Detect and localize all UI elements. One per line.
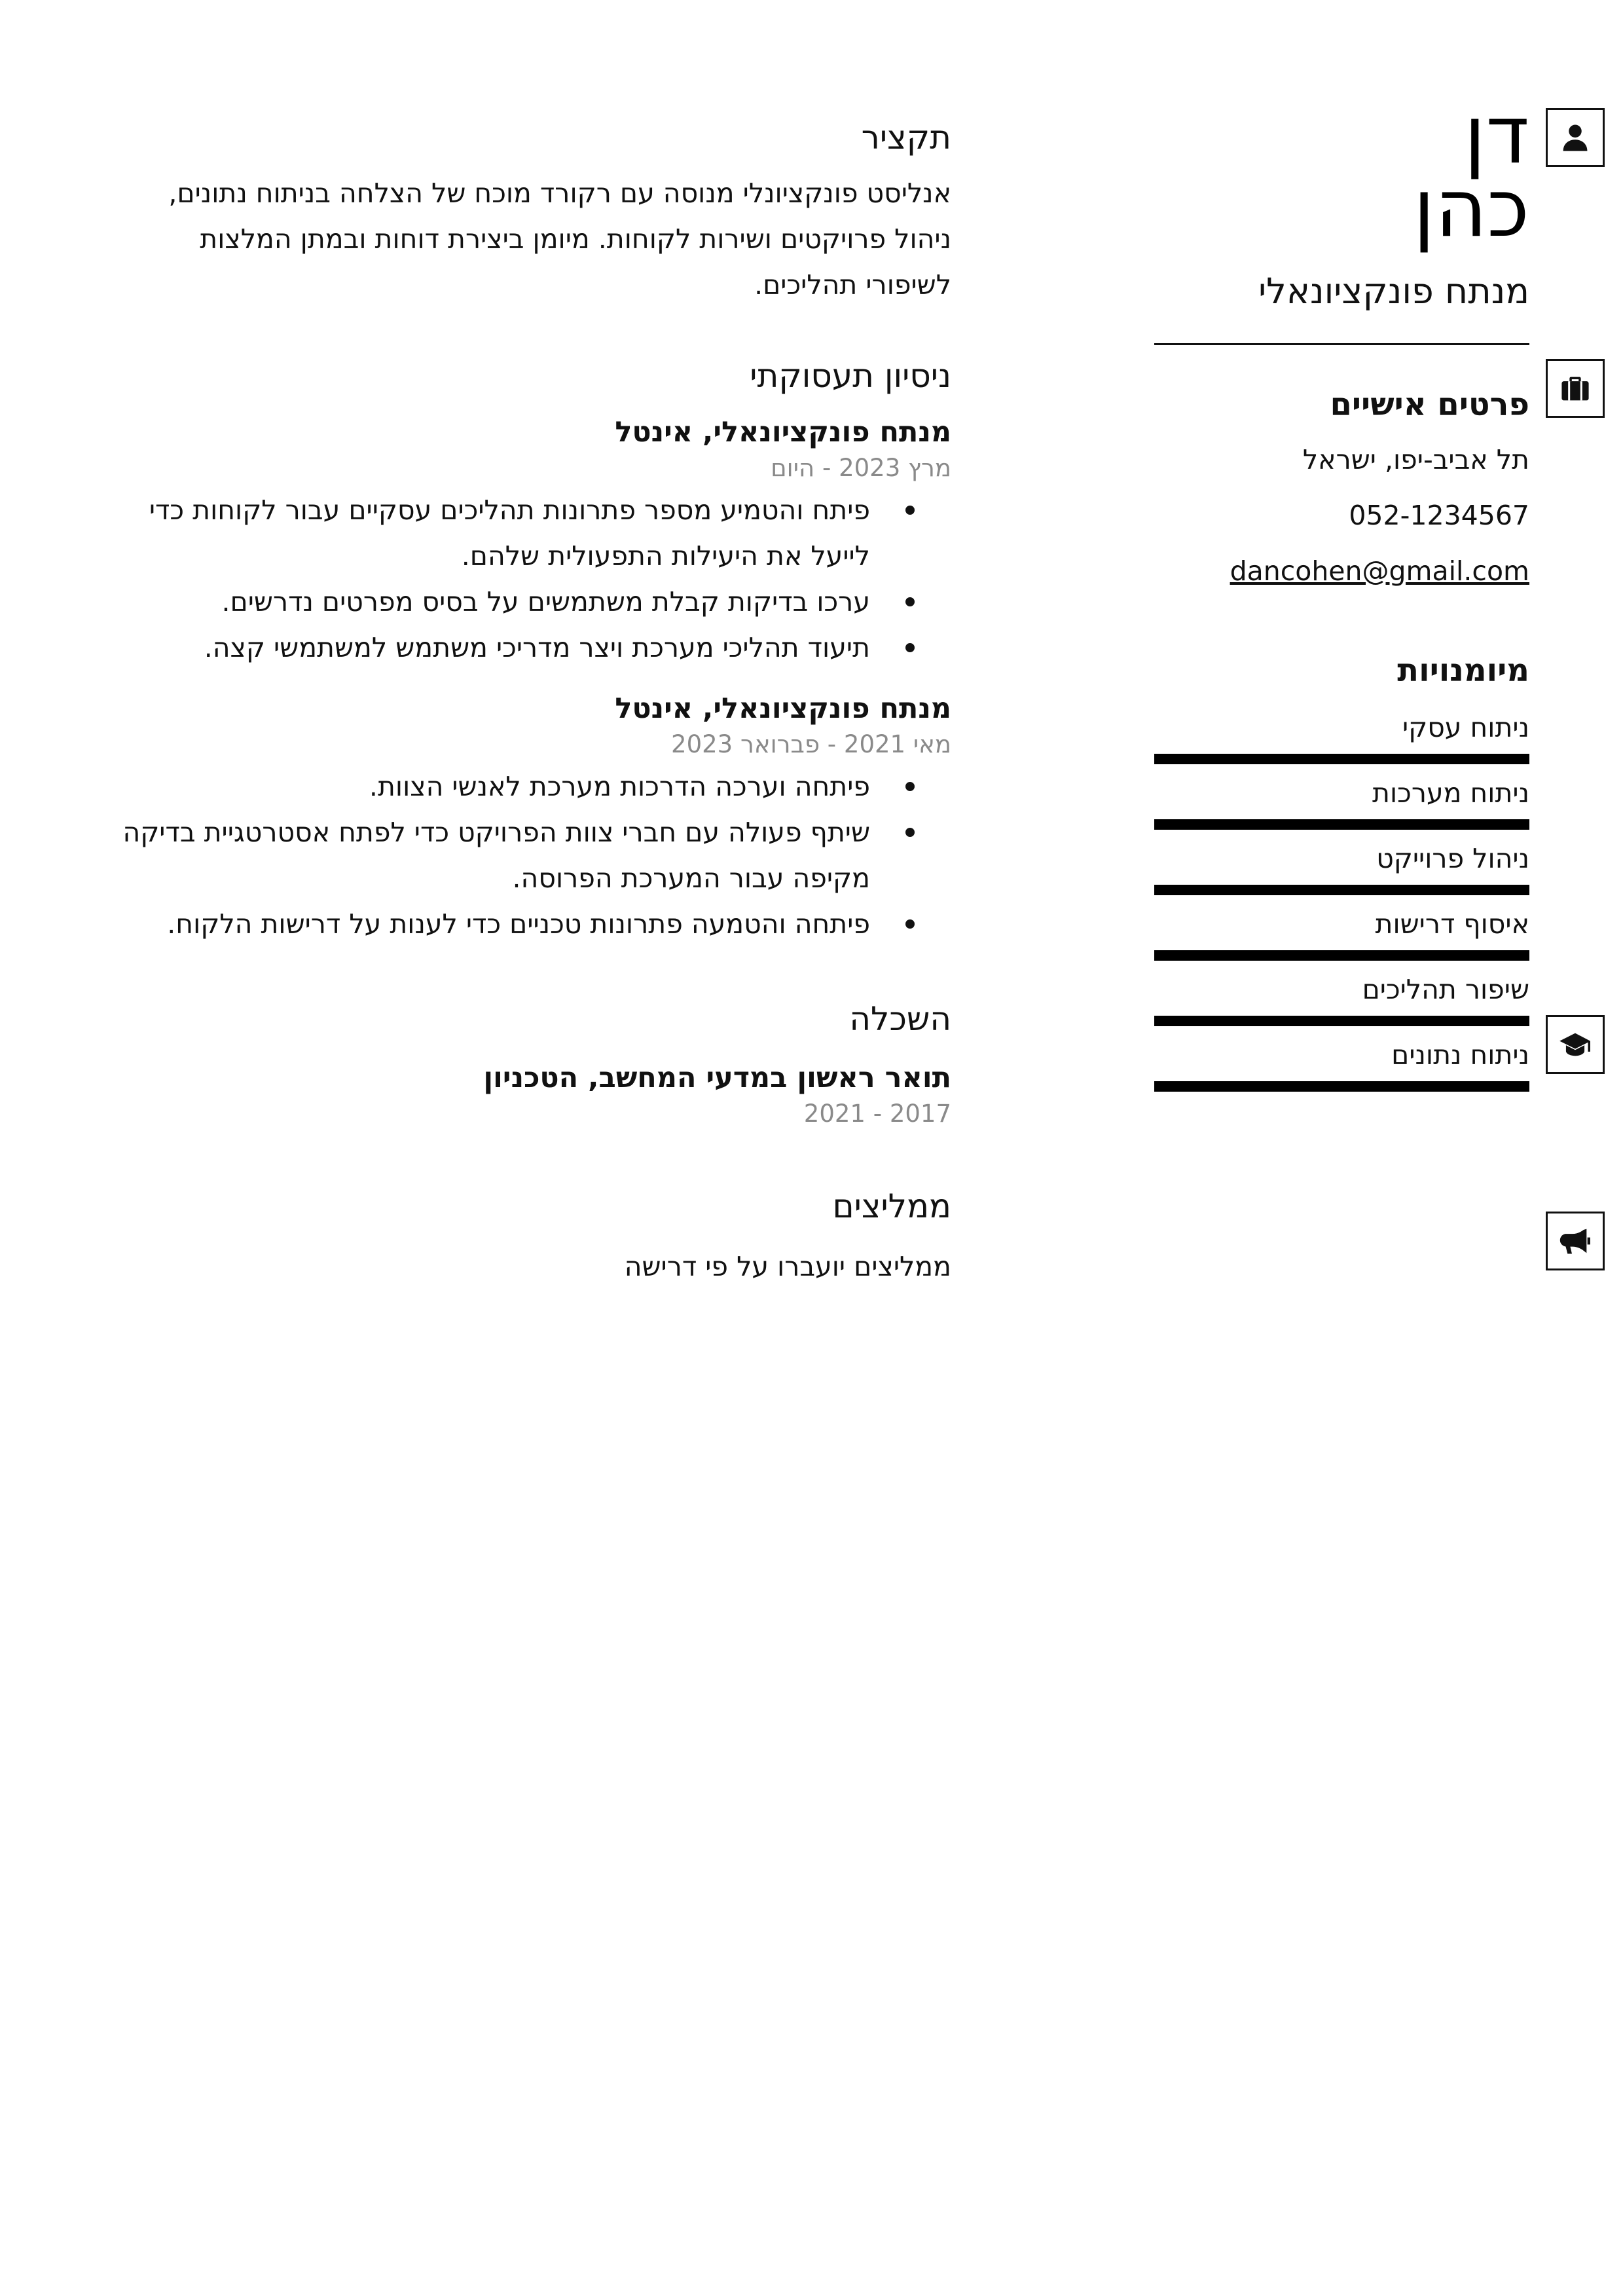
experience-section — [107, 355, 951, 947]
education-dates: 2017 - 2021 — [803, 1100, 951, 1128]
skill-level-bar — [1154, 1081, 1529, 1092]
education-section — [107, 998, 951, 1130]
job-bullets — [107, 764, 951, 947]
references-text: ממליצים יועברו על פי דרישה — [624, 1251, 951, 1282]
skill-item — [1154, 708, 1529, 764]
email-link[interactable]: dancohen@gmail.com — [1230, 555, 1529, 587]
job-dates: מרץ 2023 - היום — [771, 454, 951, 482]
skills-title: מיומנויות — [1397, 652, 1529, 689]
personal-details — [1154, 384, 1529, 589]
summary-title: תקציר — [861, 119, 951, 157]
job-entry — [107, 689, 951, 947]
job-bullet: פיתח והטמיע מספר פתרונות תהליכים עסקיים עבור לקוחות כדי לייעל את היעילות התפעולית שלהם. — [107, 487, 870, 579]
skills-section — [1154, 650, 1529, 1092]
skill-level-fill — [1154, 819, 1529, 830]
experience-title: ניסיון תעסוקתי — [750, 357, 951, 395]
job-bullet: ערכו בדיקות קבלת משתמשים על בסיס מפרטים נדרשים. — [107, 579, 870, 625]
job-title: מנתח פונקציונאלי — [1258, 270, 1529, 312]
education-title: השכלה — [849, 1000, 951, 1038]
job-heading: מנתח פונקציונאלי, אינטל — [615, 416, 951, 449]
skill-level-bar — [1154, 1016, 1529, 1026]
skill-item — [1154, 1035, 1529, 1092]
education-heading: תואר ראשון במדעי המחשב, הטכניון — [483, 1062, 951, 1094]
references-section — [107, 1185, 951, 1286]
personal-details-title: פרטים אישיים — [1330, 386, 1529, 423]
skill-level-fill — [1154, 754, 1529, 764]
skill-label: ניהול פרוייקט — [1376, 843, 1529, 874]
job-bullet: שיתף פעולה עם חברי צוות הפרויקט כדי לפתח אסטרטגיית בדיקה מקיפה עבור המערכת הפרוסה. — [107, 809, 870, 901]
sidebar-divider — [1154, 343, 1529, 345]
references-title: ממליצים — [832, 1187, 951, 1225]
last-name: כהן — [1413, 162, 1529, 255]
job-entry — [107, 413, 951, 671]
skill-label: ניתוח נתונים — [1391, 1039, 1529, 1071]
briefcase-icon — [1546, 359, 1605, 418]
skill-label: ניתוח מערכות — [1372, 777, 1529, 809]
summary-section — [107, 117, 951, 308]
job-bullet: פיתחה והטמעה פתרונות טכניים כדי לענות על דרישות הלקוח. — [107, 901, 870, 947]
skill-level-fill — [1154, 1081, 1529, 1092]
job-dates: מאי 2021 - פברואר 2023 — [671, 730, 951, 758]
sidebar — [1154, 88, 1529, 1092]
skill-label: שיפור תהליכים — [1362, 974, 1529, 1005]
skill-level-fill — [1154, 1016, 1529, 1026]
phone: 052-1234567 — [1349, 500, 1529, 531]
job-heading: מנתח פונקציונאלי, אינטל — [615, 692, 951, 725]
job-bullet: פיתחה וערכה הדרכות מערכת לאנשי הצוות. — [107, 764, 870, 809]
skill-level-fill — [1154, 885, 1529, 895]
skill-item — [1154, 970, 1529, 1026]
location: תל אביב-יפו, ישראל — [1302, 444, 1529, 475]
first-name: דן — [1464, 88, 1529, 181]
summary-text: אנליסט פונקציונלי מנוסה עם רקורד מוכח של הצלחה בניתוח נתונים, ניהול פרויקטים ושירות לקוחות. מיומן ביצירת דוחות ובמתן המלצות לשיפורי תהליכים. — [168, 177, 951, 301]
skill-label: איסוף דרישות — [1375, 908, 1529, 940]
job-bullet: תיעוד תהליכי מערכת ויצר מדריכי משתמש למשתמשי קצה. — [107, 625, 870, 671]
skill-label: ניתוח עסקי — [1402, 712, 1529, 743]
graduation-cap-icon — [1546, 1015, 1605, 1074]
main-content — [107, 117, 951, 1286]
skill-item — [1154, 904, 1529, 961]
skill-item — [1154, 773, 1529, 830]
skill-item — [1154, 839, 1529, 895]
skill-level-bar — [1154, 819, 1529, 830]
job-bullets — [107, 487, 951, 671]
skill-level-bar — [1154, 754, 1529, 764]
skill-level-fill — [1154, 950, 1529, 961]
megaphone-icon — [1546, 1212, 1605, 1270]
candidate-name — [1154, 88, 1529, 255]
skill-level-bar — [1154, 885, 1529, 895]
skill-level-bar — [1154, 950, 1529, 961]
person-icon — [1546, 108, 1605, 167]
skills-list — [1154, 708, 1529, 1092]
education-entry — [107, 1058, 951, 1130]
